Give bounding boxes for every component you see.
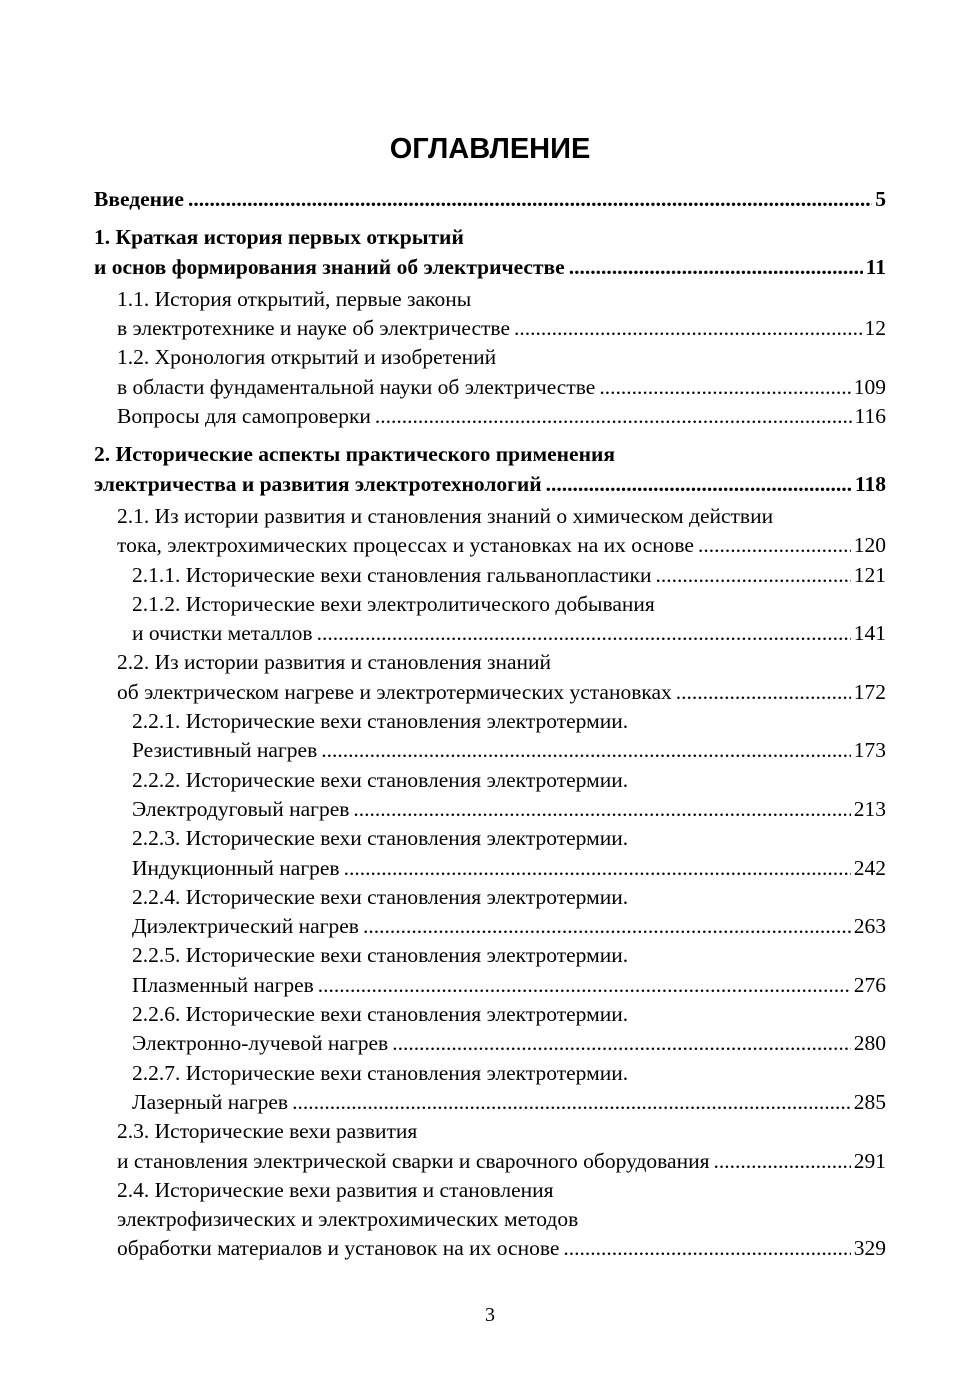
dot-leader	[546, 470, 852, 499]
toc-entry-text: Введение	[94, 187, 184, 211]
toc-entry-text: Диэлектрический нагрев	[132, 914, 359, 939]
toc-entry-section-2-2-1[interactable]	[94, 707, 886, 766]
toc-page-number: 172	[853, 679, 886, 704]
toc-entry-text: 2.2.1. Исторические вехи становления электротермии.	[132, 709, 629, 734]
dot-leader	[363, 912, 851, 941]
toc-page-number: 213	[853, 796, 886, 821]
toc-entry-section-2-2-2[interactable]	[94, 766, 886, 825]
toc-entry-text: обработки материалов и установок на их основе	[117, 1236, 560, 1261]
toc-entry-text: электричества и развития электротехнологий	[94, 471, 542, 496]
toc-entry-section-1-1[interactable]	[94, 285, 886, 344]
toc-page-number: 263	[853, 914, 886, 939]
dot-leader	[563, 1234, 850, 1263]
toc-entry-section-2-2[interactable]	[94, 648, 886, 707]
dot-leader	[318, 971, 851, 1000]
toc-entry-self-check-questions[interactable]	[94, 402, 886, 431]
toc-page-number: 121	[853, 562, 886, 587]
toc-entry-introduction[interactable]	[94, 185, 886, 214]
toc-entry-section-2-3[interactable]	[94, 1117, 886, 1176]
toc-page-number: 116	[854, 404, 886, 429]
toc-entry-text: 2.4. Исторические вехи развития и становления	[117, 1177, 554, 1202]
toc-entry-text: 2.3. Исторические вехи развития	[117, 1119, 418, 1144]
toc-page-number: 276	[853, 972, 886, 997]
dot-leader	[714, 1147, 851, 1176]
dot-leader	[599, 373, 850, 402]
page-title: ОГЛАВЛЕНИЕ	[389, 133, 591, 165]
toc-entry-text: об электрическом нагреве и электротермических установках	[117, 679, 672, 704]
toc-entry-text: в электротехнике и науке об электричестве	[117, 316, 510, 341]
toc-entry-text: 2.2. Из истории развития и становления знаний	[117, 650, 552, 675]
toc-page-number: 5	[875, 187, 886, 211]
dot-leader	[392, 1029, 851, 1058]
toc-entry-text: электрофизических и электрохимических методов	[117, 1207, 579, 1232]
toc-entry-text: 2.2.4. Исторические вехи становления электротермии.	[132, 884, 629, 909]
toc-entry-text: 2.2.6. Исторические вехи становления электротермии.	[132, 1002, 629, 1027]
toc-page-number: 291	[853, 1148, 886, 1173]
toc-page-number: 329	[853, 1236, 886, 1261]
toc-entry-text: Резистивный нагрев	[132, 738, 318, 763]
toc-page-number: 120	[853, 533, 886, 558]
toc-page-number: 285	[853, 1089, 886, 1114]
toc-entry-section-2-2-3[interactable]	[94, 824, 886, 883]
toc-entry-text: Лазерный нагрев	[132, 1089, 289, 1114]
dot-leader	[514, 314, 862, 343]
toc-page-number: 12	[864, 316, 886, 341]
dot-leader	[676, 678, 851, 707]
table-of-contents	[94, 185, 886, 1264]
toc-page-number: 109	[853, 374, 886, 399]
dot-leader	[292, 1088, 851, 1117]
toc-entry-text: 1. Краткая история первых открытий	[94, 225, 464, 250]
toc-entry-chapter-1[interactable]	[94, 223, 886, 282]
toc-entry-text: 2.1.1. Исторические вехи становления гальванопластики	[132, 562, 652, 587]
toc-entry-section-2-2-7[interactable]	[94, 1059, 886, 1118]
page-number: 3	[485, 1304, 495, 1326]
toc-page-number: 141	[853, 621, 886, 646]
toc-entry-text: 2.2.5. Исторические вехи становления электротермии.	[132, 943, 629, 968]
toc-entry-text: в области фундаментальной науки об электричестве	[117, 374, 596, 399]
toc-entry-text: 1.2. Хронология открытий и изобретений	[117, 345, 497, 370]
toc-entry-section-2-4[interactable]	[94, 1176, 886, 1264]
toc-entry-section-2-2-5[interactable]	[94, 941, 886, 1000]
toc-entry-text: Индукционный нагрев	[132, 855, 340, 880]
toc-entry-section-2-2-6[interactable]	[94, 1000, 886, 1059]
toc-page-number: 173	[853, 738, 886, 763]
toc-entry-text: тока, электрохимических процессах и установках на их основе	[117, 533, 694, 558]
dot-leader	[353, 795, 850, 824]
toc-entry-section-2-1-2[interactable]	[94, 590, 886, 649]
toc-entry-text: Вопросы для самопроверки	[117, 404, 371, 429]
toc-entry-section-2-1-1[interactable]	[94, 561, 886, 590]
toc-entry-text: Электронно-лучевой нагрев	[132, 1031, 389, 1056]
toc-entry-text: 2.2.3. Исторические вехи становления электротермии.	[132, 826, 629, 851]
toc-entry-section-2-2-4[interactable]	[94, 883, 886, 942]
dot-leader	[375, 402, 852, 431]
toc-entry-text: 2.2.2. Исторические вехи становления электротермии.	[132, 767, 629, 792]
toc-entry-text: и очистки металлов	[132, 621, 313, 646]
toc-entry-section-1-2[interactable]	[94, 343, 886, 402]
toc-entry-chapter-2[interactable]	[94, 440, 886, 499]
toc-entry-section-2-1[interactable]	[94, 502, 886, 561]
toc-entry-text: и становления электрической сварки и сварочного оборудования	[117, 1148, 710, 1173]
dot-leader	[321, 736, 851, 765]
dot-leader	[698, 531, 851, 560]
dot-leader	[344, 854, 851, 883]
toc-entry-text: 2.2.7. Исторические вехи становления электротермии.	[132, 1060, 629, 1085]
toc-page-number: 242	[853, 855, 886, 880]
dot-leader	[188, 185, 872, 214]
toc-page-number: 280	[853, 1031, 886, 1056]
toc-entry-text: Электродуговый нагрев	[132, 796, 350, 821]
toc-page-number: 11	[865, 254, 886, 279]
toc-entry-text: 1.1. История открытий, первые законы	[117, 286, 472, 311]
dot-leader	[656, 561, 851, 590]
toc-entry-text: 2.1. Из истории развития и становления знаний о химическом действии	[117, 503, 774, 528]
toc-entry-text: и основ формирования знаний об электричестве	[94, 254, 565, 279]
dot-leader	[317, 619, 851, 648]
toc-entry-text: 2. Исторические аспекты практического применения	[94, 442, 616, 467]
toc-entry-text: Плазменный нагрев	[132, 972, 314, 997]
dot-leader	[569, 253, 863, 282]
toc-entry-text: 2.1.2. Исторические вехи электролитического добывания	[132, 591, 655, 616]
toc-page-number: 118	[854, 471, 886, 496]
